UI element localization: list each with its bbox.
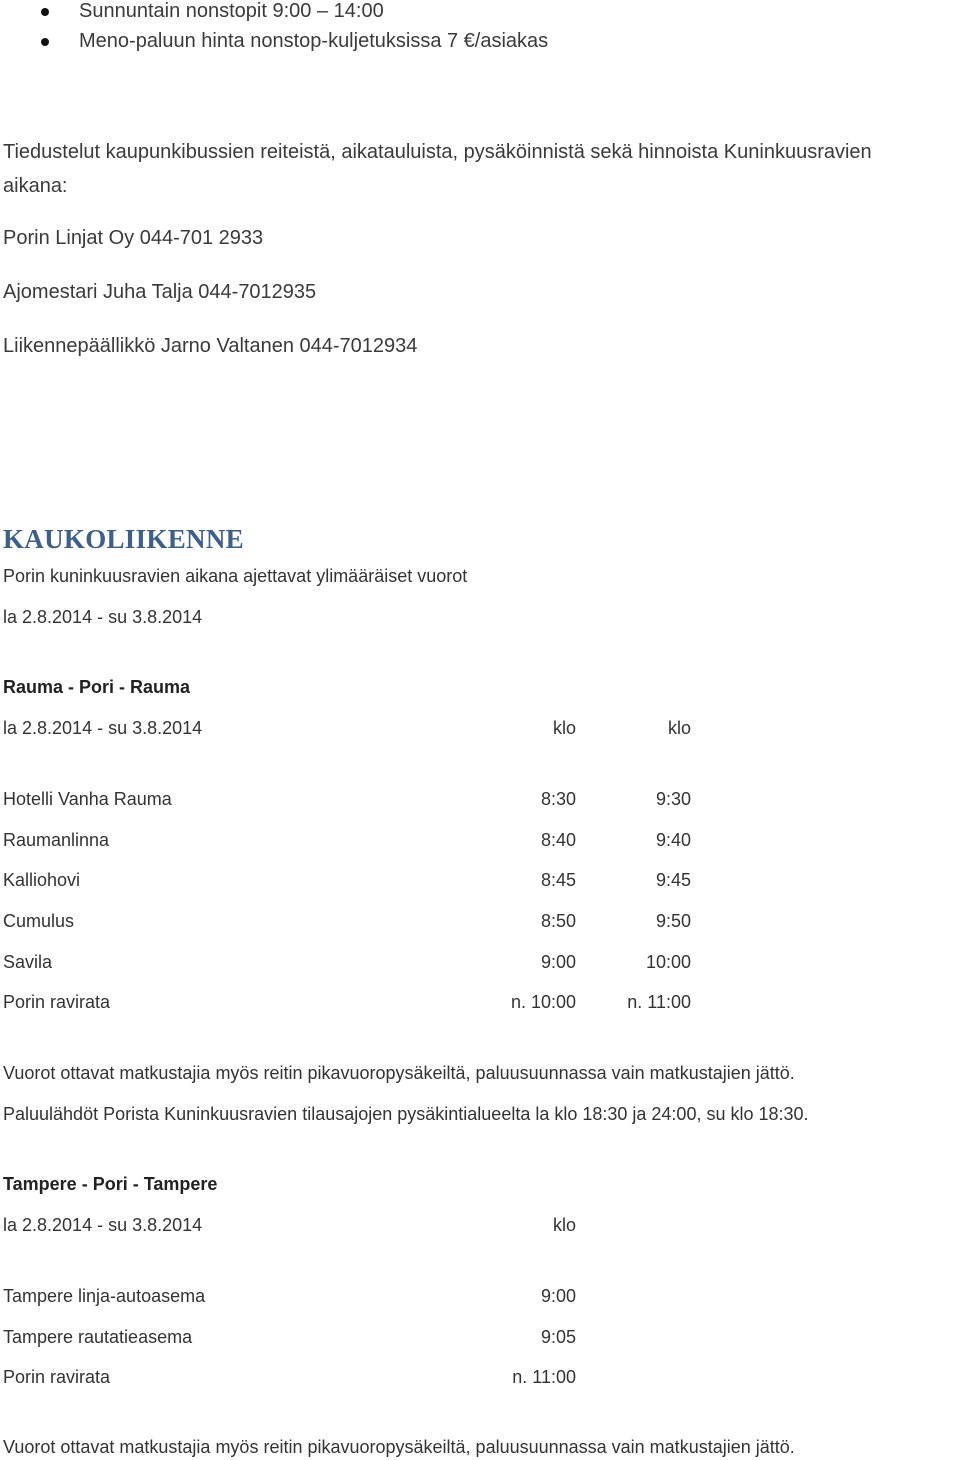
- contact-liikennepaallikko: Liikennepäällikkö Jarno Valtanen 044-7012934: [3, 335, 418, 357]
- inquiry-line-1: Tiedustelut kaupunkibussien reiteistä, aikatauluista, pysäköinnistä sekä hinnoista Kuninkuusravien: [3, 141, 872, 163]
- stop-name: Tampere rautatieasema: [3, 1327, 193, 1347]
- departure-time: n. 11:00: [512, 1367, 576, 1387]
- stop-name: Savila: [3, 952, 53, 972]
- section-subtitle: Porin kuninkuusravien aikana ajettavat ylimääräiset vuorot: [3, 566, 468, 586]
- bullet-text: Sunnuntain nonstopit 9:00 – 14:00: [79, 0, 384, 22]
- route-title-tampere: Tampere - Pori - Tampere: [3, 1174, 218, 1194]
- bullet-dot-icon: [41, 8, 49, 16]
- stop-name: Cumulus: [3, 911, 75, 931]
- column-header: klo: [667, 718, 691, 738]
- stop-name: Hotelli Vanha Rauma: [3, 789, 172, 809]
- stop-name: Raumanlinna: [3, 830, 110, 850]
- route-dates: la 2.8.2014 - su 3.8.2014: [3, 1215, 203, 1235]
- inquiry-line-2: aikana:: [3, 175, 68, 197]
- departure-time: 9:05: [540, 1327, 576, 1347]
- departure-time: 8:40: [540, 830, 576, 850]
- route-note: Paluulähdöt Porista Kuninkuusravien tilausajojen pysäkintialueelta la klo 18:30 ja 24:00, su klo 18:30.: [3, 1104, 809, 1124]
- departure-time: 9:00: [540, 1286, 576, 1306]
- route-note: Vuorot ottavat matkustajia myös reitin pikavuoropysäkeiltä, paluusuunnassa vain matkustajien jättö.: [3, 1063, 795, 1083]
- bullet-dot-icon: [41, 38, 49, 46]
- route-title-rauma: Rauma - Pori - Rauma: [3, 677, 191, 697]
- departure-time: 8:30: [540, 789, 576, 809]
- column-header: klo: [552, 1215, 576, 1235]
- departure-time: n. 11:00: [627, 992, 691, 1012]
- stop-name: Kalliohovi: [3, 870, 81, 890]
- departure-time: 8:50: [540, 911, 576, 931]
- departure-time: 9:45: [655, 870, 691, 890]
- contact-porin-linjat: Porin Linjat Oy 044-701 2933: [3, 227, 264, 249]
- contact-ajomestari: Ajomestari Juha Talja 044-7012935: [3, 281, 317, 303]
- route-note: Vuorot ottavat matkustajia myös reitin pikavuoropysäkeiltä, paluusuunnassa vain matkustajien jättö.: [3, 1437, 795, 1457]
- stop-name: Tampere linja-autoasema: [3, 1286, 206, 1306]
- departure-time: 9:50: [655, 911, 691, 931]
- stop-name: Porin ravirata: [3, 992, 111, 1012]
- departure-time: 9:00: [540, 952, 576, 972]
- departure-time: 9:40: [655, 830, 691, 850]
- route-dates: la 2.8.2014 - su 3.8.2014: [3, 718, 203, 738]
- section-heading: KAUKOLIIKENNE: [3, 524, 244, 554]
- column-header: klo: [552, 718, 576, 738]
- departure-time: 8:45: [540, 870, 576, 890]
- section-dates: la 2.8.2014 - su 3.8.2014: [3, 607, 203, 627]
- departure-time: n. 10:00: [510, 992, 576, 1012]
- bullet-text: Meno-paluun hinta nonstop-kuljetuksissa 7 €/asiakas: [79, 30, 549, 52]
- departure-time: 9:30: [655, 789, 691, 809]
- stop-name: Porin ravirata: [3, 1367, 111, 1387]
- departure-time: 10:00: [645, 952, 691, 972]
